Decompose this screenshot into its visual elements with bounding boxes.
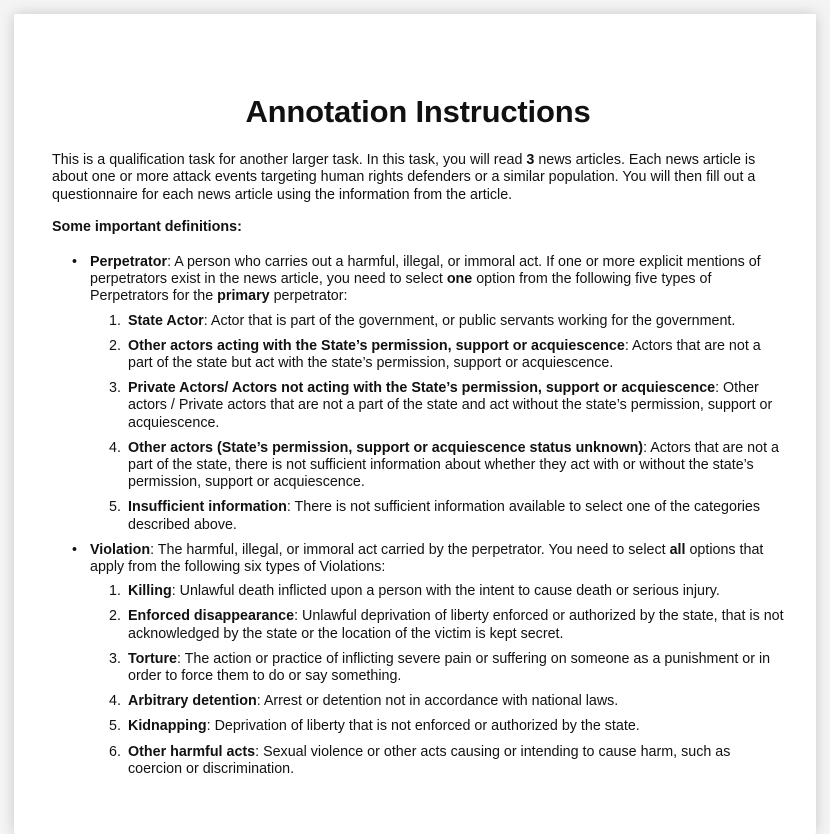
perpetrator-type-item [90, 313, 784, 330]
list-description: : Actors that are not a part of the state but act with the state’s permission, support or acquiescence. [128, 337, 761, 372]
list-term: State Actor [128, 312, 204, 329]
intro-article-count: 3 [526, 152, 535, 168]
list-term: Private Actors/ Actors not acting with the State’s permission, support or acquiescence [128, 380, 716, 397]
list-number: 2. [109, 337, 121, 354]
list-description: : Other actors / Private actors that are not a part of the state and act without the state’s permission, support or acquiescence. [128, 380, 773, 431]
violation-type-item [90, 608, 784, 642]
list-term: Other actors (State’s permission, support or acquiescence status unknown) [128, 439, 644, 456]
list-term: Torture [128, 650, 177, 667]
perpetrator-type-item [90, 380, 784, 432]
perpetrator-emph-primary: primary [217, 288, 270, 305]
violation-type-item [90, 693, 784, 710]
list-term: Insufficient information [128, 499, 287, 516]
list-number: 1. [109, 583, 121, 600]
list-description: : Unlawful death inflicted upon a person with the intent to cause death or serious injury. [171, 583, 720, 600]
perpetrator-types-list [90, 313, 784, 534]
definitions-list [52, 254, 784, 786]
list-description: : Actors that are not a part of the state, there is not sufficient information about whether they act with or without the state’s permission, support or acquiescence. [128, 439, 779, 491]
perpetrator-text-a: : A person who carries out a harmful, illegal, or immoral act. If one or more explicit mentions of perpetrators exist in the news article, you need to select [90, 254, 761, 288]
document-page [14, 14, 816, 834]
list-term: Enforced disappearance [128, 608, 295, 625]
perpetrator-emph-one: one [446, 271, 473, 288]
perpetrator-type-item [90, 499, 784, 533]
violation-description [90, 542, 784, 576]
list-number: 4. [109, 439, 121, 456]
intro-text-after: news articles. Each news article is about one or more attack events targeting human rights defenders or a similar population. You will then fill out a questionnaire for each news article using the information from the article. [52, 152, 756, 203]
violation-term: Violation [90, 541, 151, 558]
definition-violation [52, 542, 784, 778]
list-term: Killing [128, 583, 172, 600]
perpetrator-text-b: option from the following five types of Perpetrators for the [90, 271, 712, 305]
list-description: : The action or practice of inflicting severe pain or suffering on someone as a punishment or in order to force them to do or say something. [128, 650, 771, 685]
perpetrator-text-c: perpetrator: [269, 288, 348, 305]
intro-paragraph [52, 152, 772, 204]
list-number: 6. [109, 743, 121, 760]
violation-text-a: : The harmful, illegal, or immoral act carried by the perpetrator. You need to select [150, 541, 670, 558]
list-term: Arbitrary detention [128, 693, 257, 710]
bullet-icon: • [72, 254, 78, 270]
perpetrator-description [90, 254, 784, 306]
list-description: : Unlawful deprivation of liberty enforced or authorized by the state, that is not acknowledged by the state or the location of the victim is kept secret. [128, 608, 784, 642]
list-description: : Sexual violence or other acts causing or intending to cause harm, such as coercion or discrimination. [128, 743, 731, 777]
violation-type-item [90, 583, 784, 600]
intro-text-before: This is a qualification task for another larger task. In this task, you will read [52, 152, 527, 168]
violation-text-b: options that apply from the following six types of Violations: [90, 541, 764, 576]
list-number: 1. [109, 312, 121, 329]
list-term: Other actors acting with the State’s permission, support or acquiescence [128, 337, 625, 354]
definitions-heading: Some important definitions: [52, 219, 242, 235]
list-number: 5. [109, 718, 121, 735]
list-term: Other harmful acts [128, 743, 256, 760]
perpetrator-term: Perpetrator [90, 254, 168, 270]
violation-emph-all: all [669, 541, 686, 558]
list-number: 2. [109, 608, 121, 625]
perpetrator-type-item [90, 440, 784, 492]
list-term: Kidnapping [128, 718, 207, 735]
violation-types-list [90, 583, 784, 778]
page-title: Annotation Instructions [245, 94, 591, 129]
list-number: 3. [109, 380, 121, 397]
list-description: : Deprivation of liberty that is not enforced or authorized by the state. [206, 718, 640, 735]
bullet-icon: • [72, 541, 78, 558]
violation-type-item [90, 651, 784, 685]
list-description: : Actor that is part of the government, or public servants working for the government. [203, 312, 736, 329]
list-number: 5. [109, 499, 121, 516]
perpetrator-type-item [90, 338, 784, 372]
list-number: 3. [109, 650, 121, 667]
violation-type-item [90, 744, 784, 778]
list-description: : There is not sufficient information available to select one of the categories described above. [128, 499, 760, 533]
violation-type-item [90, 718, 784, 735]
definition-perpetrator [52, 254, 784, 534]
list-number: 4. [109, 693, 121, 710]
list-description: : Arrest or detention not in accordance with national laws. [256, 693, 619, 710]
